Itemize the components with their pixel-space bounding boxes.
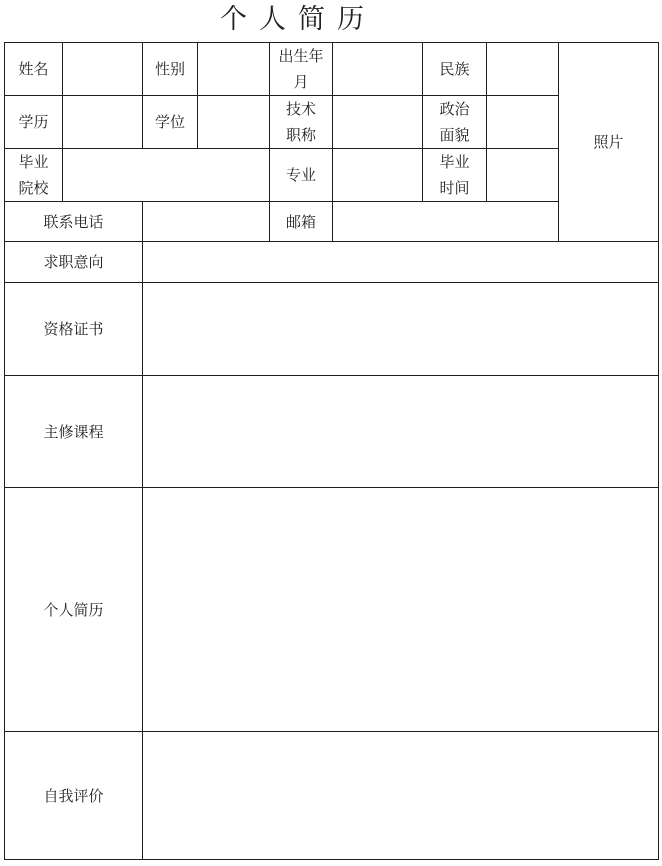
political-label: 政治面貌: [423, 96, 487, 149]
name-field[interactable]: [63, 43, 143, 96]
major-field[interactable]: [333, 149, 423, 202]
grad-time-label: 毕业时间: [423, 149, 487, 202]
ethnicity-field[interactable]: [487, 43, 559, 96]
education-field[interactable]: [63, 96, 143, 149]
birth-field[interactable]: [333, 43, 423, 96]
degree-label: 学位: [143, 96, 198, 149]
self-eval-field[interactable]: [143, 732, 659, 860]
gender-field[interactable]: [198, 43, 270, 96]
job-intent-field[interactable]: [143, 242, 659, 283]
resume-field[interactable]: [143, 488, 659, 732]
resume-table: [4, 42, 659, 860]
email-field[interactable]: [333, 202, 559, 242]
grad-time-field[interactable]: [487, 149, 559, 202]
name-label: 姓名: [5, 43, 63, 96]
degree-field[interactable]: [198, 96, 270, 149]
tech-title-label: 技术职称: [270, 96, 333, 149]
courses-label: 主修课程: [5, 376, 143, 488]
major-label: 专业: [270, 149, 333, 202]
page-title: 个人简历: [220, 4, 376, 35]
email-label: 邮箱: [270, 202, 333, 242]
phone-label: 联系电话: [5, 202, 143, 242]
school-label: 毕业院校: [5, 149, 63, 202]
school-field[interactable]: [63, 149, 270, 202]
birth-label: 出生年月: [270, 43, 333, 96]
courses-field[interactable]: [143, 376, 659, 488]
photo-box[interactable]: [559, 43, 659, 242]
photo-label: 照片: [593, 133, 624, 151]
tech-title-field[interactable]: [333, 96, 423, 149]
job-intent-label: 求职意向: [5, 242, 143, 283]
political-field[interactable]: [487, 96, 559, 149]
gender-label: 性别: [143, 43, 198, 96]
self-eval-label: 自我评价: [5, 732, 143, 860]
resume-label: 个人简历: [5, 488, 143, 732]
education-label: 学历: [5, 96, 63, 149]
certificates-label: 资格证书: [5, 283, 143, 376]
ethnicity-label: 民族: [423, 43, 487, 96]
certificates-field[interactable]: [143, 283, 659, 376]
phone-field[interactable]: [143, 202, 270, 242]
